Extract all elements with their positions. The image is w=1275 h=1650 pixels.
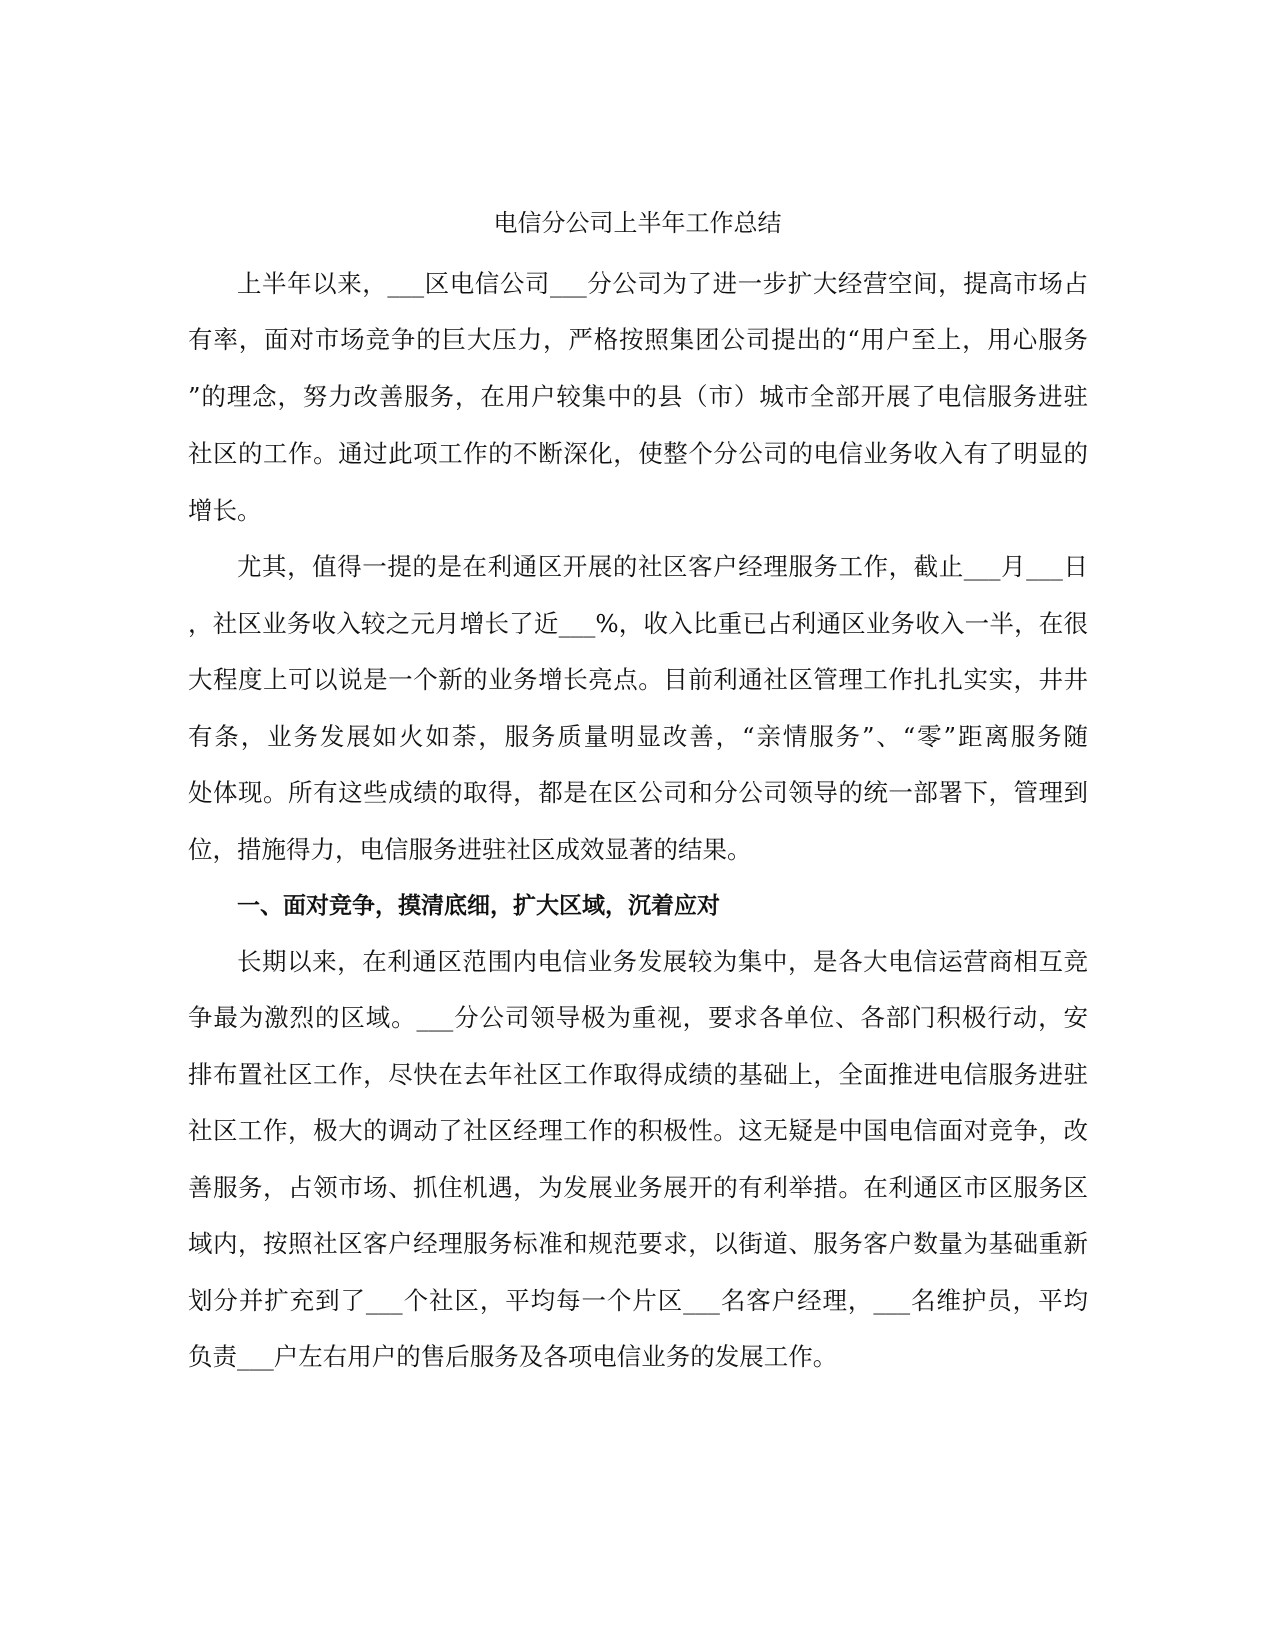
paragraph-1-line-4: 社区的工作。通过此项工作的不断深化，使整个分公司的电信业务收入有了明显的 [188, 439, 1088, 468]
paragraph-2-line-1: 尤其，值得一提的是在利通区开展的社区客户经理服务工作，截止___月___日 [237, 552, 1088, 581]
document-title: 电信分公司上半年工作总结 [493, 209, 782, 237]
paragraph-2-line-3: 大程度上可以说是一个新的业务增长亮点。目前利通社区管理工作扎扎实实，井井 [188, 665, 1088, 694]
paragraph-1-line-2: 有率，面对市场竞争的巨大压力，严格按照集团公司提出的“用户至上，用心服务 [188, 325, 1088, 354]
paragraph-3-line-6: 域内，按照社区客户经理服务标准和规范要求，以街道、服务客户数量为基础重新 [188, 1229, 1088, 1258]
paragraph-3-line-5: 善服务，占领市场、抓住机遇，为发展业务展开的有利举措。在利通区市区服务区 [188, 1173, 1088, 1202]
paragraph-1-line-1: 上半年以来，___区电信公司___分公司为了进一步扩大经营空间，提高市场占 [237, 269, 1088, 298]
paragraph-2-line-2: ，社区业务收入较之元月增长了近___%，收入比重已占利通区业务收入一半，在很 [188, 609, 1088, 638]
paragraph-2-line-4: 有条，业务发展如火如荼，服务质量明显改善，“亲情服务”、“零”距离服务随 [188, 722, 1088, 751]
paragraph-3-line-7: 划分并扩充到了___个社区，平均每一个片区___名客户经理，___名维护员，平均 [188, 1286, 1088, 1315]
paragraph-1-line-5: 增长。 [188, 496, 262, 525]
paragraph-3-line-4: 社区工作，极大的调动了社区经理工作的积极性。这无疑是中国电信面对竞争，改 [188, 1116, 1088, 1145]
paragraph-3-line-1: 长期以来，在利通区范围内电信业务发展较为集中，是各大电信运营商相互竞 [237, 947, 1088, 976]
paragraph-3-line-2: 争最为激烈的区域。___分公司领导极为重视，要求各单位、各部门积极行动，安 [188, 1003, 1088, 1032]
paragraph-1-line-3: ”的理念，努力改善服务，在用户较集中的县（市）城市全部开展了电信服务进驻 [188, 382, 1088, 411]
paragraph-3-line-3: 排布置社区工作，尽快在去年社区工作取得成绩的基础上，全面推进电信服务进驻 [188, 1060, 1088, 1089]
paragraph-3-line-8: 负责___户左右用户的售后服务及各项电信业务的发展工作。 [188, 1342, 838, 1371]
paragraph-2-line-6: 位，措施得力，电信服务进驻社区成效显著的结果。 [188, 835, 752, 864]
paragraph-2-line-5: 处体现。所有这些成绩的取得，都是在区公司和分公司领导的统一部署下，管理到 [188, 778, 1088, 807]
section-heading: 一、面对竞争，摸清底细，扩大区域，沉着应对 [237, 893, 720, 919]
